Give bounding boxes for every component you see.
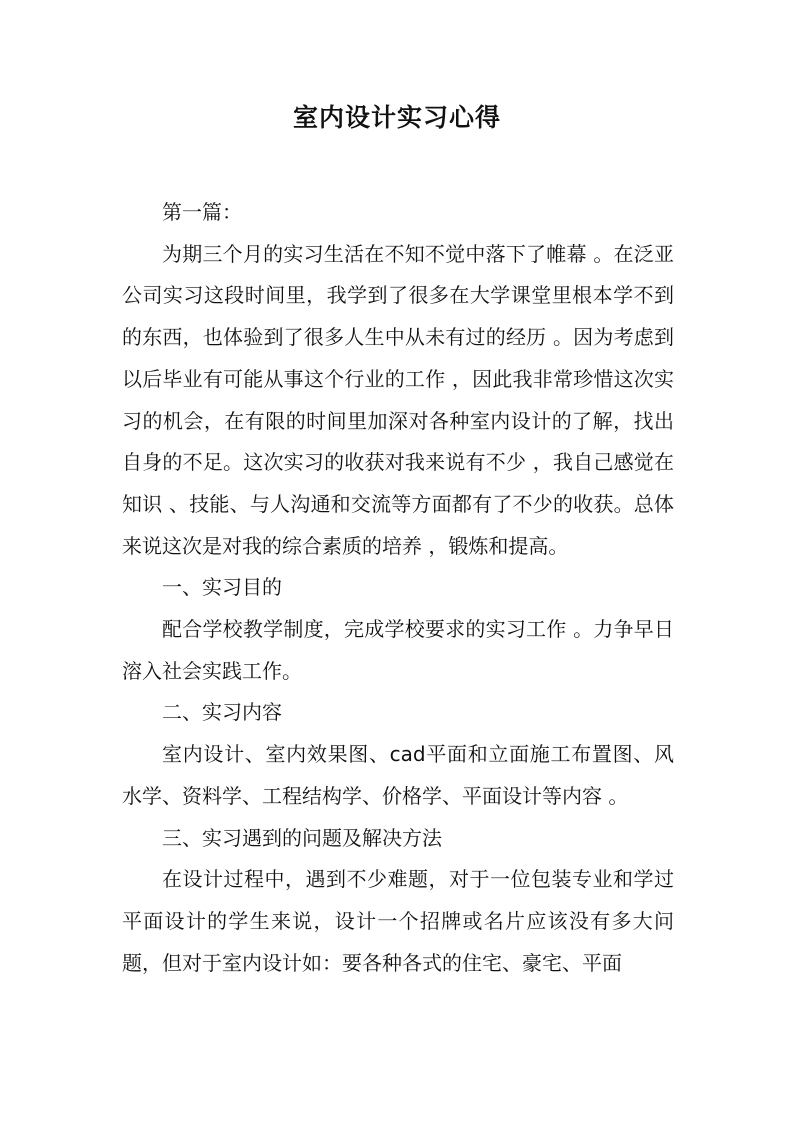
- heading-internship-content: 二、实习内容: [162, 700, 282, 725]
- heading-problems-solutions: 三、实习遇到的问题及解决方法: [162, 825, 442, 850]
- document-title: 室内设计实习心得: [292, 103, 501, 132]
- section-label-first: 第一篇：: [162, 200, 242, 224]
- paragraph-purpose: 配合学校教学制度，完成学校要求的实习工作 。力争早日溶入社会实践工作。: [122, 617, 674, 683]
- paragraph-content: 室内设计、室内效果图、cad平面和立面施工布置图、风水学、资料学、工程结构学、价格学、平面设计等内容 。: [122, 742, 674, 808]
- heading-internship-purpose: 一、实习目的: [162, 575, 282, 600]
- document-body: [122, 192, 674, 984]
- paragraph-problems: 在设计过程中，遇到不少难题，对于一位包装专业和学过平面设计的学生来说，设计一个招牌或名片应该没有多大问题，但对于室内设计如：要各种各式的住宅、豪宅、平面: [122, 867, 674, 975]
- paragraph-intro: 为期三个月的实习生活在不知不觉中落下了帷幕 。在泛亚公司实习这段时间里，我学到了很多在大学课堂里根本学不到的东西，也体验到了很多人生中从未有过的经历 。因为考虑到以后毕业有可能从事这个行业的工作 ，因此我非常珍惜这次实习的机会，在有限的时间里加深对各种室内设计的了解，找出自身的不足。这次实习的收获对我来说有不少 ，我自己感觉在知识 、技能、与人沟通和交流等方面都有了不少的收获。总体来说这次是对我的综合素质的培养 ，锻炼和提高。: [122, 241, 674, 558]
